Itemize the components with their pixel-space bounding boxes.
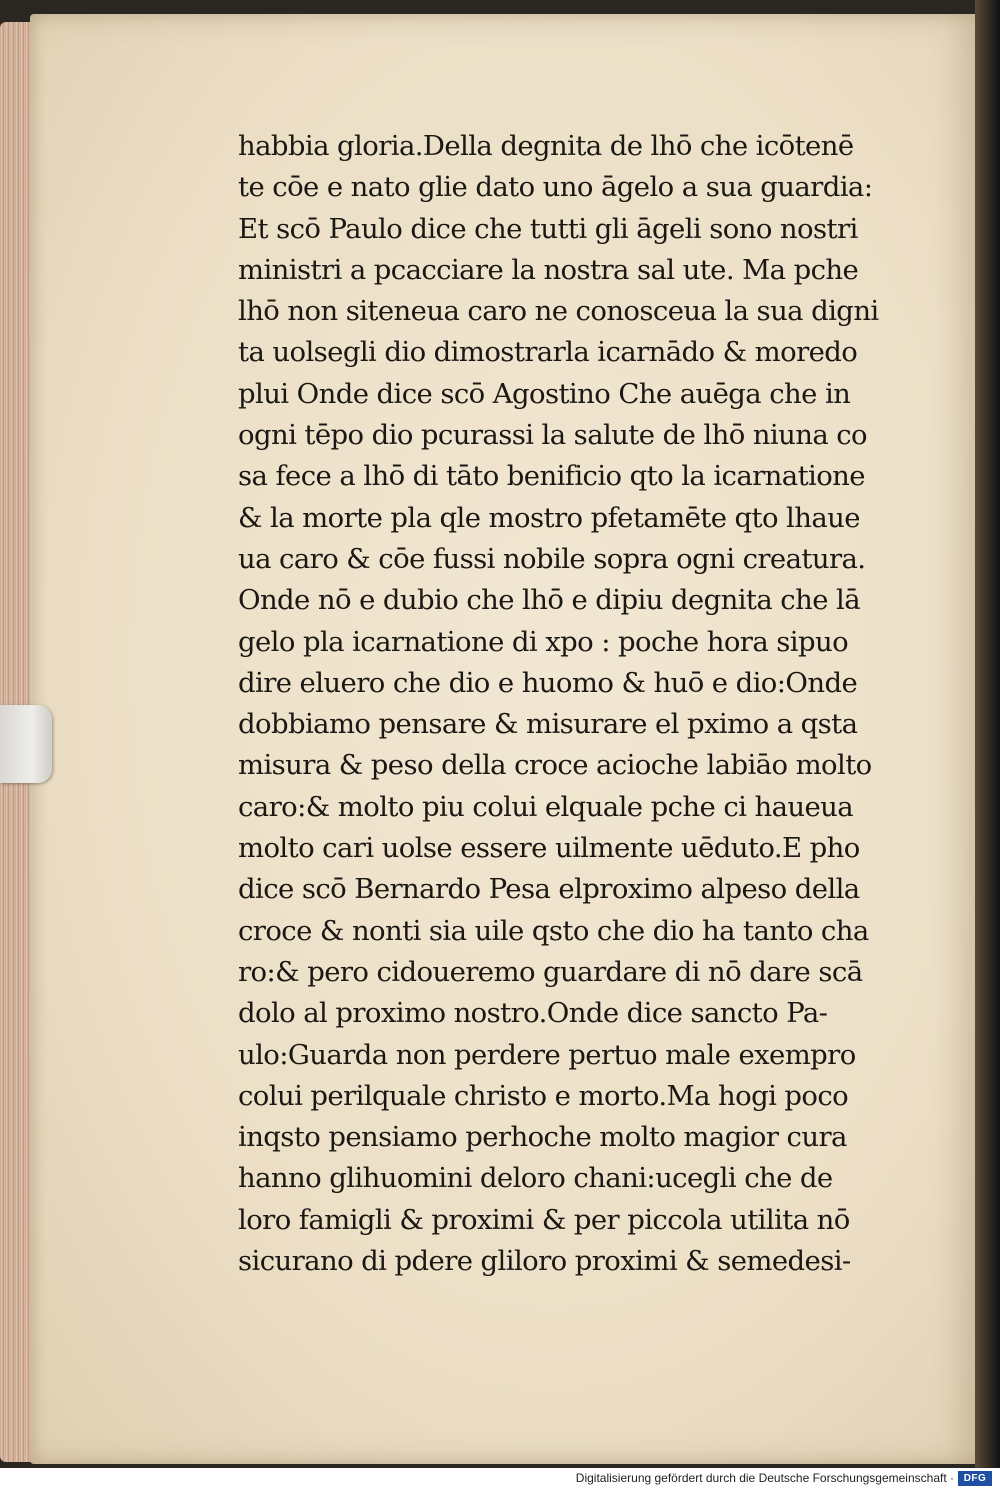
text-line: colui perilquale christo e morto.Ma hogi poco	[238, 1079, 849, 1112]
text-line: & la morte pla qle mostro pfetamēte qto lhaue	[238, 501, 860, 534]
text-line: misura & peso della croce acioche labiāo molto	[238, 749, 872, 782]
text-line: dolo al proximo nostro.Onde dice sancto Pa-	[238, 997, 828, 1030]
text-line: ulo:Guarda non perdere pertuo male exempro	[238, 1038, 856, 1071]
text-line: Et scō Paulo dice che tutti gli āgeli sono nostri	[238, 212, 858, 245]
text-line: inqsto pensiamo perhoche molto magior cura	[238, 1121, 847, 1154]
text-line: lhō non siteneua caro ne conosceua la sua digni	[238, 295, 879, 328]
text-line: ro:& pero cidoueremo guardare di nō dare scā	[238, 955, 863, 988]
dfg-logo: DFG	[958, 1471, 992, 1486]
text-line: hanno glihuomini deloro chani:ucegli che de	[238, 1162, 833, 1195]
page-text	[238, 126, 879, 1282]
funding-credit: Digitalisierung gefördert durch die Deutsche Forschungsgemeinschaft ·	[575, 1471, 954, 1485]
text-line: sa fece a lhō di tāto benificio qto la icarnatione	[238, 460, 865, 493]
bookmark-tab	[0, 705, 52, 783]
text-line: caro:& molto piu colui elquale pche ci haueua	[238, 790, 854, 823]
text-line: gelo pla icarnatione di xpo : poche hora sipuo	[238, 625, 849, 658]
text-line: ogni tēpo dio pcurassi la salute de lhō niuna co	[238, 419, 868, 452]
text-line: dire eluero che dio e huomo & huō e dio:Onde	[238, 666, 858, 699]
text-line: loro famigli & proximi & per piccola utilita nō	[238, 1203, 850, 1236]
text-line: plui Onde dice scō Agostino Che auēga che in	[238, 377, 851, 410]
text-line: ua caro & cōe fussi nobile sopra ogni creatura.	[238, 542, 866, 575]
footer-bar	[0, 1468, 1000, 1491]
text-line: habbia gloria.Della degnita de lhō che icōtenē	[238, 130, 854, 162]
text-line: sicurano di pdere gliloro proximi & semedesi-	[238, 1245, 851, 1278]
text-line: dobbiamo pensare & misurare el pximo a qsta	[238, 708, 858, 741]
text-line: dice scō Bernardo Pesa elproximo alpeso della	[238, 873, 860, 906]
text-line: molto cari uolse essere uilmente uēduto.E pho	[238, 832, 860, 865]
text-line: te cōe e nato glie dato uno āgelo a sua guardia:	[238, 171, 873, 204]
binding-shadow	[975, 0, 1000, 1468]
text-line: Onde nō e dubio che lhō e dipiu degnita che lā	[238, 584, 861, 617]
text-line: ta uolsegli dio dimostrarla icarnādo & moredo	[238, 336, 858, 369]
text-line: ministri a pcacciare la nostra sal ute. Ma pche	[238, 253, 859, 286]
text-line: croce & nonti sia uile qsto che dio ha tanto cha	[238, 914, 869, 947]
